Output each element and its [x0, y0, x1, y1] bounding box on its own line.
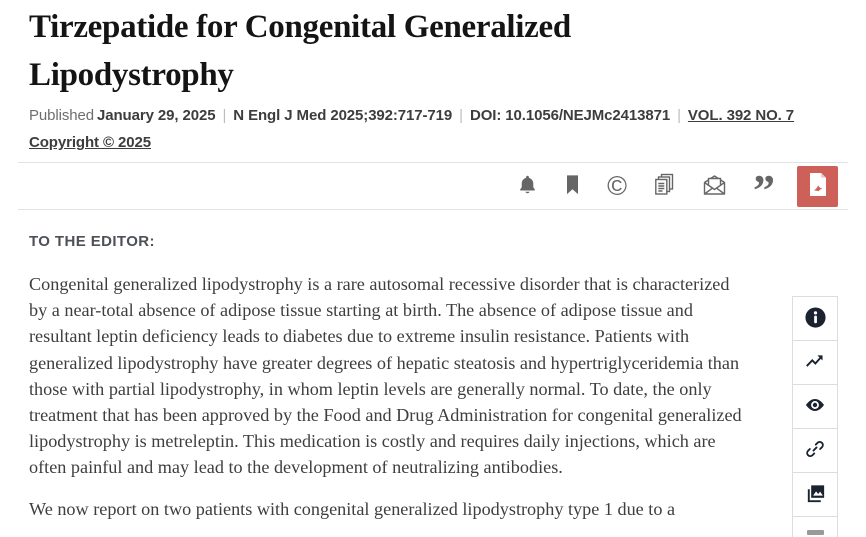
metrics-button[interactable] — [793, 341, 837, 385]
pdf-file-icon — [808, 172, 828, 200]
copyright-link[interactable]: Copyright © 2025 — [29, 134, 151, 151]
action-toolbar — [18, 162, 848, 210]
metrics-trend-icon — [804, 350, 826, 375]
published-label: Published — [29, 107, 94, 124]
published-date: January 29, 2025 — [96, 107, 216, 124]
views-eye-icon — [803, 394, 827, 419]
permissions-copyright-icon: © — [607, 171, 627, 201]
side-toolbar — [792, 296, 838, 537]
doi-text: DOI: 10.1056/NEJMc2413871 — [469, 107, 671, 124]
page-title: Tirzepatide for Congenital Generalized Lipodystrophy — [29, 9, 571, 93]
hidden-tool-button[interactable] — [793, 517, 837, 537]
partial-hidden-icon — [807, 530, 824, 535]
body-paragraph-1: Congenital generalized lipodystrophy is a rare autosomal recessive disorder that is characterized by a near-total absence of adipose tissue starting at birth. The absence of adipose tissue and resultant leptin deficiency leads to diabetes due to extreme insulin resistance. Patients with generalized lipodystrophy have greater degrees of hepatic steatosis and hypertriglyceridemia than those with partial lipodystrophy, in whom leptin levels are generally normal. To date, the only treatment that has been approved by the Food and Drug Administration for congenital generalized lipodystrophy is metreleptin. This medication is costly and requires daily injections, which are often painful and may lead to the development of neutralizing antibodies. — [29, 274, 742, 478]
article-meta — [29, 102, 819, 156]
citing-articles-icon — [653, 173, 676, 200]
article-body — [29, 271, 743, 537]
article-info-button[interactable] — [793, 297, 837, 341]
article-info-icon — [804, 306, 827, 332]
share-email-icon — [702, 174, 727, 199]
body-paragraph-2: We now report on two patients with congenital generalized lipodystrophy type 1 due to a — [29, 498, 676, 519]
permalink-button[interactable] — [793, 429, 837, 473]
pdf-download-button[interactable] — [797, 166, 838, 207]
bookmark-button[interactable] — [564, 174, 581, 199]
meta-separator: | — [459, 107, 463, 124]
citing-articles-button[interactable] — [653, 173, 676, 200]
figures-button[interactable] — [793, 473, 837, 517]
volume-link[interactable]: VOL. 392 NO. 7 — [687, 107, 795, 124]
cite-quote-icon: ” — [753, 171, 775, 201]
journal-citation: N Engl J Med 2025;392:717-719 — [233, 107, 453, 124]
permissions-button[interactable] — [607, 171, 627, 201]
bookmark-icon — [564, 174, 581, 199]
share-button[interactable] — [702, 174, 727, 199]
meta-separator: | — [222, 107, 227, 124]
permalink-link-icon — [804, 438, 826, 463]
views-button[interactable] — [793, 385, 837, 429]
alerts-bell-icon — [517, 173, 538, 199]
alerts-button[interactable] — [517, 173, 538, 199]
figures-icon — [804, 482, 827, 508]
cite-button[interactable] — [753, 171, 775, 201]
meta-separator: | — [677, 107, 681, 124]
section-heading: TO THE EDITOR: — [29, 233, 155, 250]
